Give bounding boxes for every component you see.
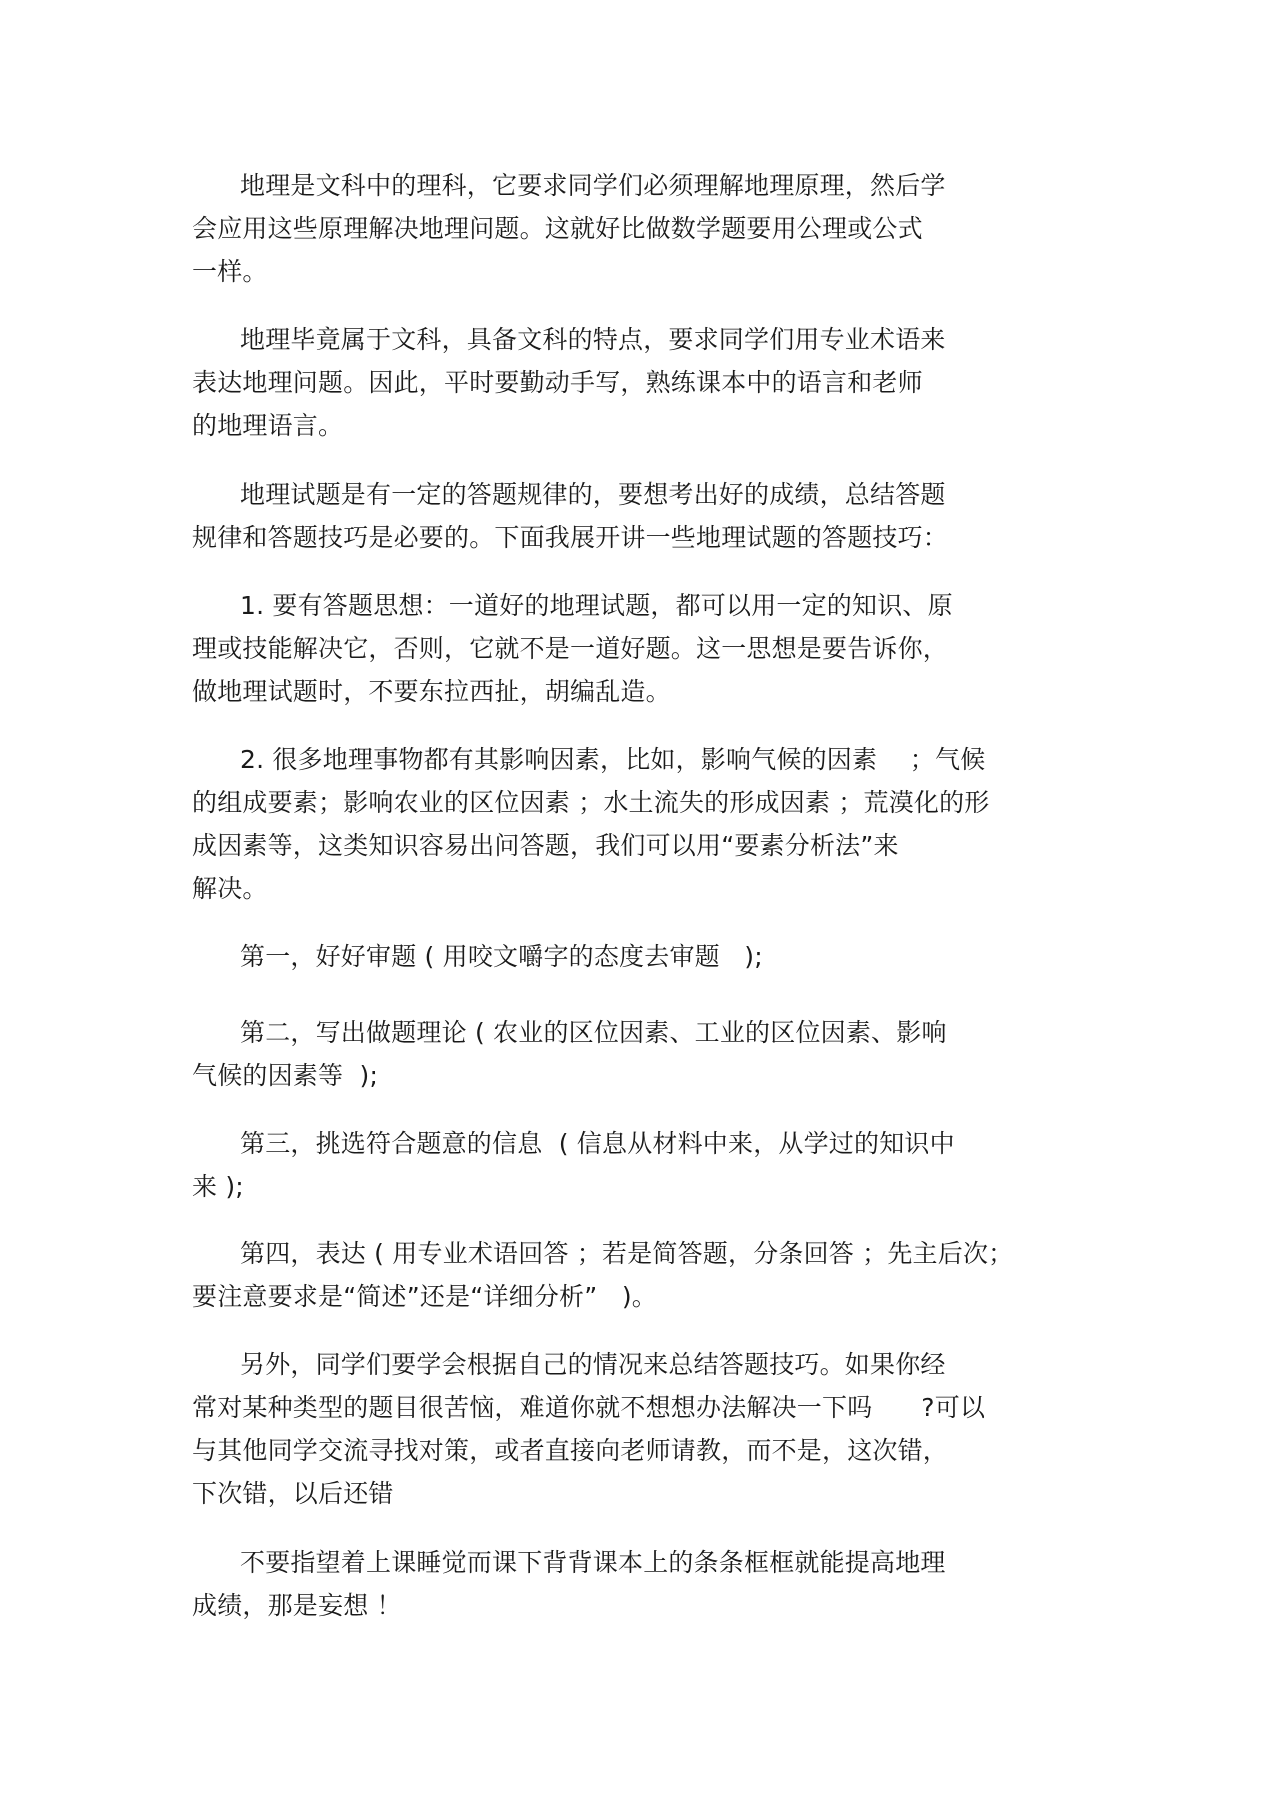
- text-line: 理或技能解决它，否则，它就不是一道好题。这一思想是要告诉你，: [192, 634, 949, 663]
- text-line: 第三，挑选符合题意的信息 ( 信息从材料中来，从学过的知识中: [240, 1129, 955, 1158]
- text-line: 规律和答题技巧是必要的。下面我展开讲一些地理试题的答题技巧：: [192, 523, 949, 552]
- text-line: 与其他同学交流寻找对策，或者直接向老师请教，而不是，这次错，: [192, 1436, 949, 1465]
- text-line: 会应用这些原理解决地理问题。这就好比做数学题要用公理或公式: [192, 214, 923, 243]
- text-line: 不要指望着上课睡觉而课下背背课本上的条条框框就能提高地理: [240, 1548, 946, 1577]
- paragraph-advice: [192, 1343, 1082, 1515]
- text-line: 地理是文科中的理科，它要求同学们必须理解地理原理，然后学: [240, 171, 946, 200]
- text-line: 的组成要素；影响农业的区位因素 ；水土流失的形成因素 ；荒漠化的形: [192, 788, 990, 817]
- text-line: 常对某种类型的题目很苦恼，难道你就不想想办法解决一下吗 ?可以: [192, 1393, 986, 1422]
- text-line: 1. 要有答题思想：一道好的地理试题，都可以用一定的知识、原: [240, 591, 953, 620]
- text-line: 2. 很多地理事物都有其影响因素，比如，影响气候的因素 ；气候: [240, 745, 986, 774]
- text-line: 表达地理问题。因此，平时要勤动手写，熟练课本中的语言和老师: [192, 368, 923, 397]
- text-line: 第四，表达 ( 用专业术语回答 ；若是简答题，分条回答 ；先主后次；: [240, 1239, 1014, 1268]
- text-line: 地理试题是有一定的答题规律的，要想考出好的成绩，总结答题: [240, 480, 946, 509]
- step-1-paragraph: [192, 935, 1082, 978]
- tip-2-paragraph: [192, 738, 1082, 910]
- text-line: 解决。: [192, 874, 268, 903]
- text-line: 要注意要求是“简述”还是“详细分析” )。: [192, 1282, 658, 1311]
- tip-1-paragraph: [192, 584, 1082, 713]
- text-line: 的地理语言。: [192, 411, 344, 440]
- paragraph-2: [192, 318, 1082, 447]
- text-line: 另外，同学们要学会根据自己的情况来总结答题技巧。如果你经: [240, 1350, 946, 1379]
- paragraph-closing: [192, 1541, 1082, 1627]
- text-line: 成绩，那是妄想 ！: [192, 1591, 402, 1620]
- step-3-paragraph: [192, 1122, 1082, 1208]
- text-line: 一样。: [192, 257, 268, 286]
- text-line: 第二，写出做题理论 ( 农业的区位因素、工业的区位因素、影响: [240, 1018, 947, 1047]
- step-2-paragraph: [192, 1011, 1082, 1097]
- text-line: 第一，好好审题 ( 用咬文嚼字的态度去审题 );: [240, 942, 763, 971]
- text-line: 做地理试题时，不要东拉西扯，胡编乱造。: [192, 677, 671, 706]
- text-line: 成因素等，这类知识容易出问答题，我们可以用“要素分析法”来: [192, 831, 899, 860]
- text-line: 来 );: [192, 1172, 244, 1201]
- paragraph-1: [192, 164, 1082, 293]
- text-line: 气候的因素等 );: [192, 1061, 379, 1090]
- text-line: 下次错，以后还错: [192, 1479, 394, 1508]
- paragraph-3: [192, 473, 1082, 559]
- step-4-paragraph: [192, 1232, 1082, 1318]
- text-line: 地理毕竟属于文科，具备文科的特点，要求同学们用专业术语来: [240, 325, 946, 354]
